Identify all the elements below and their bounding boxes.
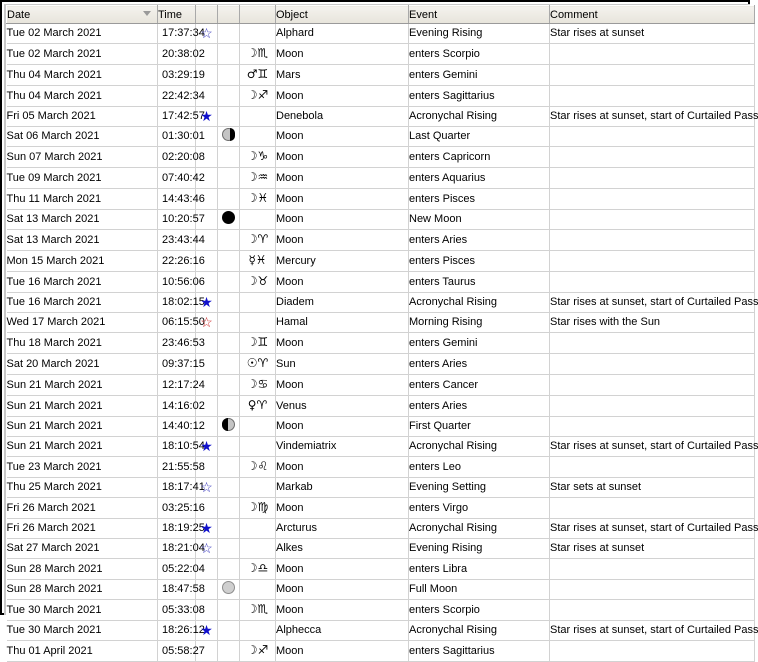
cell-date: Wed 17 March 2021 — [7, 313, 158, 333]
cell-date: Thu 04 March 2021 — [7, 65, 158, 86]
cell-event: enters Cancer — [409, 375, 550, 396]
cell-event: enters Leo — [409, 457, 550, 478]
cell-zodiac — [240, 44, 276, 65]
cell-time: 18:47:58 — [158, 580, 196, 600]
header-row — [7, 6, 755, 24]
table-row[interactable] — [7, 44, 755, 65]
cell-date: Sun 21 March 2021 — [7, 417, 158, 437]
cell-zodiac — [240, 24, 276, 44]
cell-date: Sun 28 March 2021 — [7, 580, 158, 600]
cell-time: 05:22:04 — [158, 559, 196, 580]
table-row[interactable] — [7, 417, 755, 437]
cell-moon-phase — [218, 147, 240, 168]
zodiac-glyphs: ☽♐ — [246, 88, 269, 102]
zodiac-glyphs: ☽♏ — [246, 46, 269, 60]
cell-object: Denebola — [276, 107, 409, 127]
cell-date: Sat 13 March 2021 — [7, 210, 158, 230]
cell-comment — [550, 210, 755, 230]
cell-event: enters Virgo — [409, 498, 550, 519]
cell-zodiac — [240, 313, 276, 333]
cell-event: Acronychal Rising — [409, 621, 550, 641]
cell-zodiac — [240, 580, 276, 600]
cell-moon-phase — [218, 457, 240, 478]
cell-event: enters Pisces — [409, 189, 550, 210]
cell-zodiac — [240, 539, 276, 559]
cell-event: Evening Rising — [409, 24, 550, 44]
cell-date: Sun 28 March 2021 — [7, 559, 158, 580]
cell-time: 22:42:34 — [158, 86, 196, 107]
cell-date: Tue 02 March 2021 — [7, 44, 158, 65]
table-row[interactable] — [7, 478, 755, 498]
cell-comment — [550, 333, 755, 354]
table-row[interactable] — [7, 498, 755, 519]
cell-zodiac — [240, 375, 276, 396]
cell-comment — [550, 641, 755, 662]
table-row[interactable] — [7, 580, 755, 600]
cell-time: 21:55:58 — [158, 457, 196, 478]
cell-moon-phase — [218, 44, 240, 65]
cell-moon-phase — [218, 519, 240, 539]
cell-time: 07:40:42 — [158, 168, 196, 189]
zodiac-glyphs: ☽♌ — [246, 459, 269, 473]
cell-zodiac — [240, 559, 276, 580]
cell-object: Moon — [276, 210, 409, 230]
cell-object: Moon — [276, 86, 409, 107]
cell-object: Mars — [276, 65, 409, 86]
cell-moon-phase — [218, 559, 240, 580]
cell-date: Fri 26 March 2021 — [7, 519, 158, 539]
table-row[interactable] — [7, 600, 755, 621]
cell-object: Moon — [276, 189, 409, 210]
cell-comment — [550, 127, 755, 147]
cell-time: 23:43:44 — [158, 230, 196, 251]
cell-time: 14:16:02 — [158, 396, 196, 417]
zodiac-glyphs: ♂♊ — [246, 67, 269, 81]
cell-date: Thu 25 March 2021 — [7, 478, 158, 498]
window-client-area — [4, 4, 758, 657]
zodiac-glyphs: ☽♑ — [246, 149, 269, 163]
cell-date: Sat 27 March 2021 — [7, 539, 158, 559]
cell-moon-phase — [218, 478, 240, 498]
cell-zodiac — [240, 210, 276, 230]
cell-event: enters Aquarius — [409, 168, 550, 189]
cell-time: 06:15:50 — [158, 313, 196, 333]
cell-object: Moon — [276, 417, 409, 437]
star-outline-blue-icon: ☆ — [200, 25, 213, 41]
cell-event: Morning Rising — [409, 313, 550, 333]
cell-event: enters Sagittarius — [409, 86, 550, 107]
table-row[interactable] — [7, 519, 755, 539]
cell-date: Thu 01 April 2021 — [7, 641, 158, 662]
cell-time: 22:26:16 — [158, 251, 196, 272]
table-row[interactable] — [7, 621, 755, 641]
cell-event: New Moon — [409, 210, 550, 230]
cell-comment — [550, 417, 755, 437]
cell-object: Venus — [276, 396, 409, 417]
table-row[interactable] — [7, 641, 755, 662]
table-row[interactable] — [7, 559, 755, 580]
cell-zodiac — [240, 293, 276, 313]
cell-moon-phase — [218, 396, 240, 417]
table-row[interactable] — [7, 313, 755, 333]
column-header-time-label: Time — [158, 8, 183, 21]
cell-event: enters Sagittarius — [409, 641, 550, 662]
cell-object: Mercury — [276, 251, 409, 272]
zodiac-glyphs: ☉♈ — [246, 356, 269, 370]
table-row[interactable] — [7, 251, 755, 272]
table-row[interactable] — [7, 293, 755, 313]
cell-event: enters Libra — [409, 559, 550, 580]
cell-comment — [550, 86, 755, 107]
cell-date: Tue 30 March 2021 — [7, 600, 158, 621]
column-header-event[interactable] — [409, 6, 550, 24]
cell-comment: Star rises at sunset, start of Curtailed Pass — [550, 437, 755, 457]
column-header-zodiac[interactable] — [240, 6, 276, 24]
cell-comment — [550, 354, 755, 375]
sort-descending-arrow-icon — [143, 11, 151, 16]
cell-zodiac — [240, 437, 276, 457]
cell-moon-phase — [218, 621, 240, 641]
cell-event: Evening Rising — [409, 539, 550, 559]
cell-moon-phase — [218, 107, 240, 127]
table-row[interactable] — [7, 272, 755, 293]
cell-object: Moon — [276, 600, 409, 621]
cell-zodiac — [240, 600, 276, 621]
moon-first-quarter-icon — [222, 418, 235, 431]
cell-object: Moon — [276, 559, 409, 580]
cell-zodiac — [240, 333, 276, 354]
cell-moon-phase — [218, 437, 240, 457]
cell-comment: Star rises at sunset, start of Curtailed Pass — [550, 293, 755, 313]
star-filled-blue-icon: ★ — [200, 108, 213, 124]
cell-moon-phase — [218, 230, 240, 251]
cell-zodiac — [240, 147, 276, 168]
cell-date: Fri 05 March 2021 — [7, 107, 158, 127]
cell-time: 18:26:12 — [158, 621, 196, 641]
table-row[interactable] — [7, 210, 755, 230]
cell-object: Alphecca — [276, 621, 409, 641]
cell-object: Moon — [276, 168, 409, 189]
cell-time: 03:25:16 — [158, 498, 196, 519]
events-table — [6, 5, 758, 662]
cell-date: Sun 21 March 2021 — [7, 437, 158, 457]
cell-moon-phase — [218, 127, 240, 147]
star-filled-blue-icon: ★ — [200, 438, 213, 454]
cell-time: 18:17:41 — [158, 478, 196, 498]
cell-zodiac — [240, 86, 276, 107]
cell-object: Sun — [276, 354, 409, 375]
table-row[interactable] — [7, 24, 755, 44]
cell-time: 18:02:15 — [158, 293, 196, 313]
table-row[interactable] — [7, 354, 755, 375]
zodiac-glyphs: ☽♊ — [246, 335, 269, 349]
cell-time: 17:42:57 — [158, 107, 196, 127]
cell-moon-phase — [218, 375, 240, 396]
cell-date: Tue 02 March 2021 — [7, 24, 158, 44]
cell-object: Moon — [276, 498, 409, 519]
column-header-moon-phase[interactable] — [218, 6, 240, 24]
table-row[interactable] — [7, 65, 755, 86]
cell-moon-phase — [218, 168, 240, 189]
cell-moon-phase — [218, 24, 240, 44]
cell-zodiac — [240, 354, 276, 375]
table-row[interactable] — [7, 539, 755, 559]
cell-object: Moon — [276, 333, 409, 354]
cell-time: 05:58:27 — [158, 641, 196, 662]
star-outline-blue-icon: ☆ — [200, 479, 213, 495]
column-header-comment-label: Comment — [550, 8, 598, 21]
cell-date: Tue 09 March 2021 — [7, 168, 158, 189]
cell-moon-phase — [218, 641, 240, 662]
column-header-event-label: Event — [409, 8, 438, 21]
cell-comment — [550, 272, 755, 293]
cell-time: 18:19:25 — [158, 519, 196, 539]
table-row[interactable] — [7, 147, 755, 168]
cell-date: Sun 21 March 2021 — [7, 375, 158, 396]
cell-moon-phase — [218, 86, 240, 107]
cell-object: Moon — [276, 272, 409, 293]
cell-event: enters Gemini — [409, 333, 550, 354]
cell-zodiac — [240, 417, 276, 437]
zodiac-glyphs: ☽♈ — [246, 232, 269, 246]
cell-event: First Quarter — [409, 417, 550, 437]
cell-zodiac — [240, 168, 276, 189]
cell-time: 14:40:12 — [158, 417, 196, 437]
cell-event: Full Moon — [409, 580, 550, 600]
cell-zodiac — [240, 251, 276, 272]
moon-last-quarter-icon — [222, 128, 235, 141]
star-filled-blue-icon: ★ — [200, 520, 213, 536]
column-header-star[interactable] — [196, 6, 218, 24]
cell-object: Moon — [276, 641, 409, 662]
cell-moon-phase — [218, 251, 240, 272]
table-row[interactable] — [7, 107, 755, 127]
star-outline-blue-icon: ☆ — [200, 540, 213, 556]
cell-date: Sat 06 March 2021 — [7, 127, 158, 147]
table-row[interactable] — [7, 375, 755, 396]
zodiac-glyphs: ☿♓ — [248, 253, 267, 267]
cell-zodiac — [240, 641, 276, 662]
cell-moon-phase — [218, 293, 240, 313]
cell-zodiac — [240, 127, 276, 147]
cell-zodiac — [240, 107, 276, 127]
cell-object: Alkes — [276, 539, 409, 559]
cell-date: Sat 13 March 2021 — [7, 230, 158, 251]
cell-comment: Star sets at sunset — [550, 478, 755, 498]
cell-time: 20:38:02 — [158, 44, 196, 65]
cell-time: 05:33:08 — [158, 600, 196, 621]
cell-moon-phase — [218, 210, 240, 230]
cell-zodiac — [240, 230, 276, 251]
cell-moon-phase — [218, 417, 240, 437]
zodiac-glyphs: ☽♐ — [246, 643, 269, 657]
cell-zodiac — [240, 457, 276, 478]
cell-comment: Star rises at sunset, start of Curtailed Pass — [550, 621, 755, 641]
cell-event: Evening Setting — [409, 478, 550, 498]
cell-date: Thu 11 March 2021 — [7, 189, 158, 210]
cell-date: Tue 23 March 2021 — [7, 457, 158, 478]
zodiac-glyphs: ☽♓ — [246, 191, 269, 205]
zodiac-glyphs: ☽♍ — [246, 500, 269, 514]
cell-time: 10:20:57 — [158, 210, 196, 230]
table-row[interactable] — [7, 437, 755, 457]
cell-object: Vindemiatrix — [276, 437, 409, 457]
table-row[interactable] — [7, 396, 755, 417]
cell-object: Alphard — [276, 24, 409, 44]
zodiac-glyphs: ♀♈ — [247, 398, 268, 412]
cell-comment — [550, 498, 755, 519]
star-filled-blue-icon: ★ — [200, 294, 213, 310]
cell-date: Tue 16 March 2021 — [7, 272, 158, 293]
cell-moon-phase — [218, 189, 240, 210]
cell-object: Hamal — [276, 313, 409, 333]
cell-event: enters Gemini — [409, 65, 550, 86]
cell-event: enters Aries — [409, 396, 550, 417]
column-header-object-label: Object — [276, 8, 308, 21]
cell-zodiac — [240, 498, 276, 519]
cell-date: Thu 18 March 2021 — [7, 333, 158, 354]
table-row[interactable] — [7, 189, 755, 210]
table-body — [6, 24, 758, 662]
cell-time: 01:30:01 — [158, 127, 196, 147]
cell-zodiac — [240, 396, 276, 417]
zodiac-glyphs: ☽♋ — [246, 377, 269, 391]
table-row[interactable] — [7, 457, 755, 478]
cell-comment — [550, 600, 755, 621]
column-header-object[interactable] — [276, 6, 409, 24]
cell-comment: Star rises with the Sun — [550, 313, 755, 333]
cell-comment: Star rises at sunset — [550, 24, 755, 44]
cell-date: Fri 26 March 2021 — [7, 498, 158, 519]
cell-date: Sun 21 March 2021 — [7, 396, 158, 417]
cell-object: Moon — [276, 457, 409, 478]
cell-object: Moon — [276, 580, 409, 600]
cell-object: Moon — [276, 375, 409, 396]
table-row[interactable] — [7, 86, 755, 107]
cell-event: Acronychal Rising — [409, 519, 550, 539]
cell-moon-phase — [218, 580, 240, 600]
table-header — [7, 6, 755, 24]
cell-object: Markab — [276, 478, 409, 498]
cell-event: Acronychal Rising — [409, 107, 550, 127]
column-header-date-label: Date — [7, 8, 31, 21]
cell-time: 17:37:34 — [158, 24, 196, 44]
cell-moon-phase — [218, 333, 240, 354]
cell-object: Arcturus — [276, 519, 409, 539]
cell-comment — [550, 580, 755, 600]
cell-object: Diadem — [276, 293, 409, 313]
cell-comment — [550, 559, 755, 580]
table-row[interactable] — [7, 333, 755, 354]
cell-comment: Star rises at sunset — [550, 539, 755, 559]
cell-object: Moon — [276, 44, 409, 65]
cell-comment — [550, 44, 755, 65]
cell-moon-phase — [218, 65, 240, 86]
moon-new-icon — [222, 211, 235, 224]
cell-comment — [550, 189, 755, 210]
cell-comment: Star rises at sunset, start of Curtailed Pass — [550, 107, 755, 127]
cell-object: Moon — [276, 230, 409, 251]
cell-event: Acronychal Rising — [409, 437, 550, 457]
cell-date: Thu 04 March 2021 — [7, 86, 158, 107]
cell-date: Sat 20 March 2021 — [7, 354, 158, 375]
cell-date: Tue 16 March 2021 — [7, 293, 158, 313]
cell-moon-phase — [218, 313, 240, 333]
cell-time: 18:10:54 — [158, 437, 196, 457]
cell-time: 09:37:15 — [158, 354, 196, 375]
cell-comment — [550, 168, 755, 189]
table-row[interactable] — [7, 127, 755, 147]
cell-event: enters Pisces — [409, 251, 550, 272]
cell-comment — [550, 375, 755, 396]
cell-zodiac — [240, 189, 276, 210]
moon-full-icon — [222, 581, 235, 594]
star-filled-blue-icon: ★ — [200, 622, 213, 638]
zodiac-glyphs: ☽♒ — [246, 170, 269, 184]
cell-zodiac — [240, 65, 276, 86]
cell-moon-phase — [218, 354, 240, 375]
cell-comment — [550, 65, 755, 86]
column-header-comment[interactable] — [550, 6, 755, 24]
cell-event: enters Scorpio — [409, 600, 550, 621]
cell-event: Last Quarter — [409, 127, 550, 147]
cell-comment — [550, 230, 755, 251]
cell-event: enters Aries — [409, 230, 550, 251]
cell-time: 23:46:53 — [158, 333, 196, 354]
cell-object: Moon — [276, 127, 409, 147]
cell-zodiac — [240, 478, 276, 498]
cell-event: Acronychal Rising — [409, 293, 550, 313]
column-header-time[interactable] — [158, 6, 196, 24]
cell-comment — [550, 396, 755, 417]
table-row[interactable] — [7, 230, 755, 251]
cell-date: Sun 07 March 2021 — [7, 147, 158, 168]
cell-moon-phase — [218, 272, 240, 293]
cell-time: 10:56:06 — [158, 272, 196, 293]
cell-date: Tue 30 March 2021 — [7, 621, 158, 641]
zodiac-glyphs: ☽♉ — [246, 274, 269, 288]
cell-event: enters Capricorn — [409, 147, 550, 168]
cell-moon-phase — [218, 539, 240, 559]
cell-comment — [550, 457, 755, 478]
cell-object: Moon — [276, 147, 409, 168]
zodiac-glyphs: ☽♎ — [246, 561, 269, 575]
star-outline-red-icon: ☆ — [200, 314, 213, 330]
column-header-date[interactable] — [7, 6, 158, 24]
table-row[interactable] — [7, 168, 755, 189]
cell-time: 12:17:24 — [158, 375, 196, 396]
cell-moon-phase — [218, 498, 240, 519]
cell-date: Mon 15 March 2021 — [7, 251, 158, 272]
cell-event: enters Aries — [409, 354, 550, 375]
cell-zodiac — [240, 621, 276, 641]
cell-time: 02:20:08 — [158, 147, 196, 168]
zodiac-glyphs: ☽♏ — [246, 602, 269, 616]
cell-time: 18:21:04 — [158, 539, 196, 559]
cell-comment — [550, 147, 755, 168]
cell-comment: Star rises at sunset, start of Curtailed Pass — [550, 519, 755, 539]
cell-zodiac — [240, 519, 276, 539]
cell-time: 03:29:19 — [158, 65, 196, 86]
cell-moon-phase — [218, 600, 240, 621]
cell-event: enters Taurus — [409, 272, 550, 293]
cell-time: 14:43:46 — [158, 189, 196, 210]
cell-comment — [550, 251, 755, 272]
cell-zodiac — [240, 272, 276, 293]
cell-event: enters Scorpio — [409, 44, 550, 65]
